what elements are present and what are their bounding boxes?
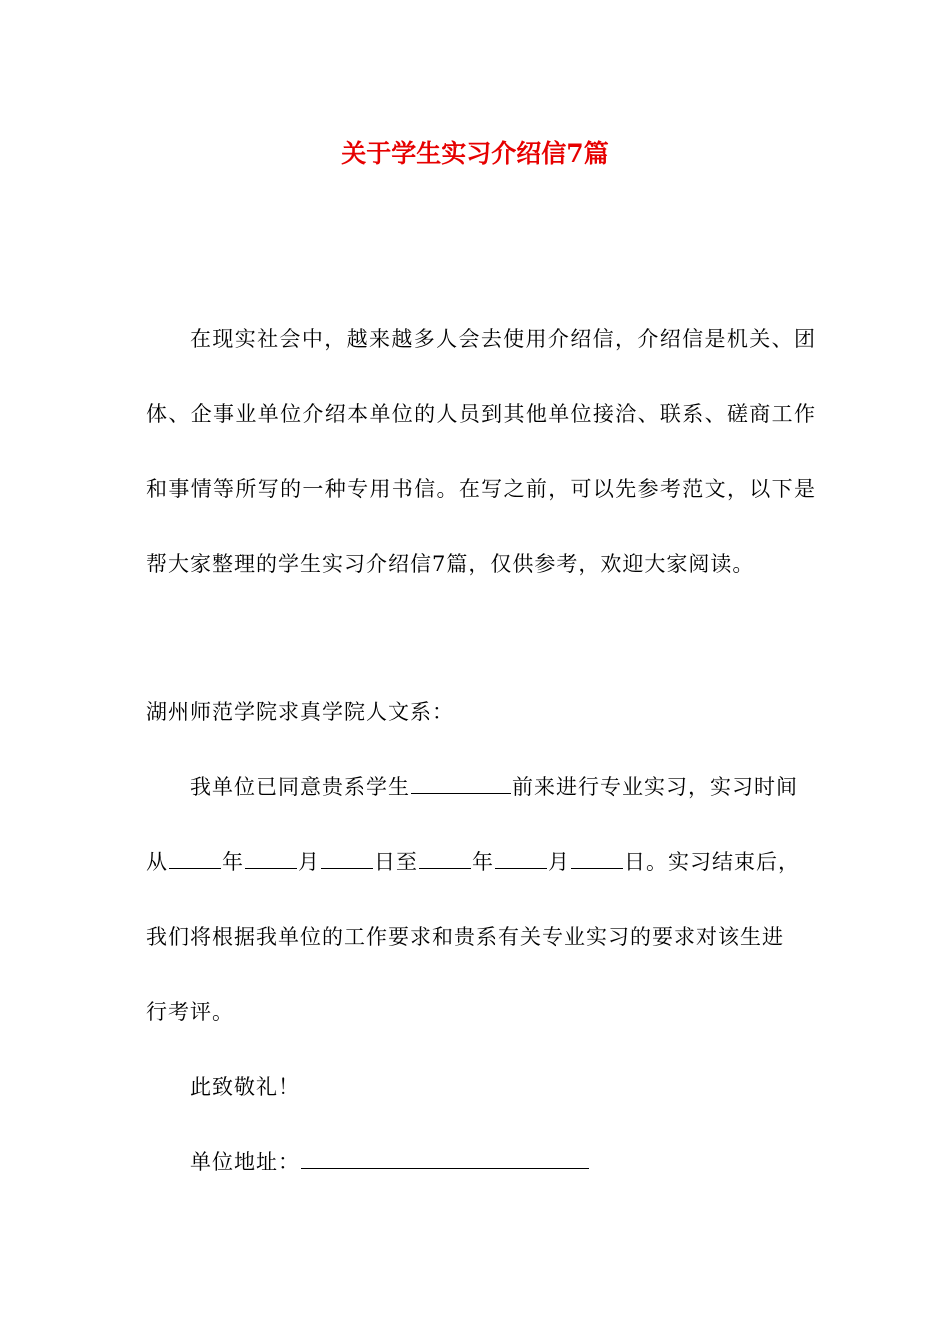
letter-text: 日。实习结束后， [624,850,800,874]
student-name-blank [411,771,511,794]
letter-line-3: 我们将根据我单位的工作要求和贵系有关专业实习的要求对该生进 [146,925,784,949]
address-blank [301,1146,589,1169]
letter-text: 前来进行专业实习，实习时间 [512,775,798,799]
intro-text: 在现实社会中，越来越多人会去使用介绍信，介绍信是机关、团体、企事业单位介绍本单位的人员到其他单位接洽、联系、磋商工作和事情等所写的一种专用书信。在写之前，可以先参考范文，以下是帮大家整理的学生实习介绍信7篇，仅供参考，欢迎大家阅读。 [146,327,816,576]
start-day-blank [321,846,373,869]
letter-text: 月 [548,850,570,874]
end-month-blank [495,846,547,869]
letter-text: 日至 [374,850,418,874]
letter-text: 从 [146,850,168,874]
document-title: 关于学生实习介绍信7篇 [341,139,609,168]
letter-line-4: 行考评。 [146,1000,234,1024]
start-month-blank [245,846,297,869]
letter-text: 月 [298,850,320,874]
end-year-blank [419,846,471,869]
intro-paragraph [146,302,816,602]
letter-text: 我单位已同意贵系学生 [190,775,410,799]
salutation: 湖州师范学院求真学院人文系： [146,700,454,724]
closing-line: 此致敬礼！ [190,1075,300,1099]
letter-text: 年 [472,850,494,874]
end-day-blank [571,846,623,869]
address-label: 单位地址： [190,1150,300,1174]
letter-text: 年 [222,850,244,874]
letter-line-1 [190,767,798,807]
letter-line-2 [146,842,800,882]
address-line [190,1142,590,1182]
start-year-blank [169,846,221,869]
